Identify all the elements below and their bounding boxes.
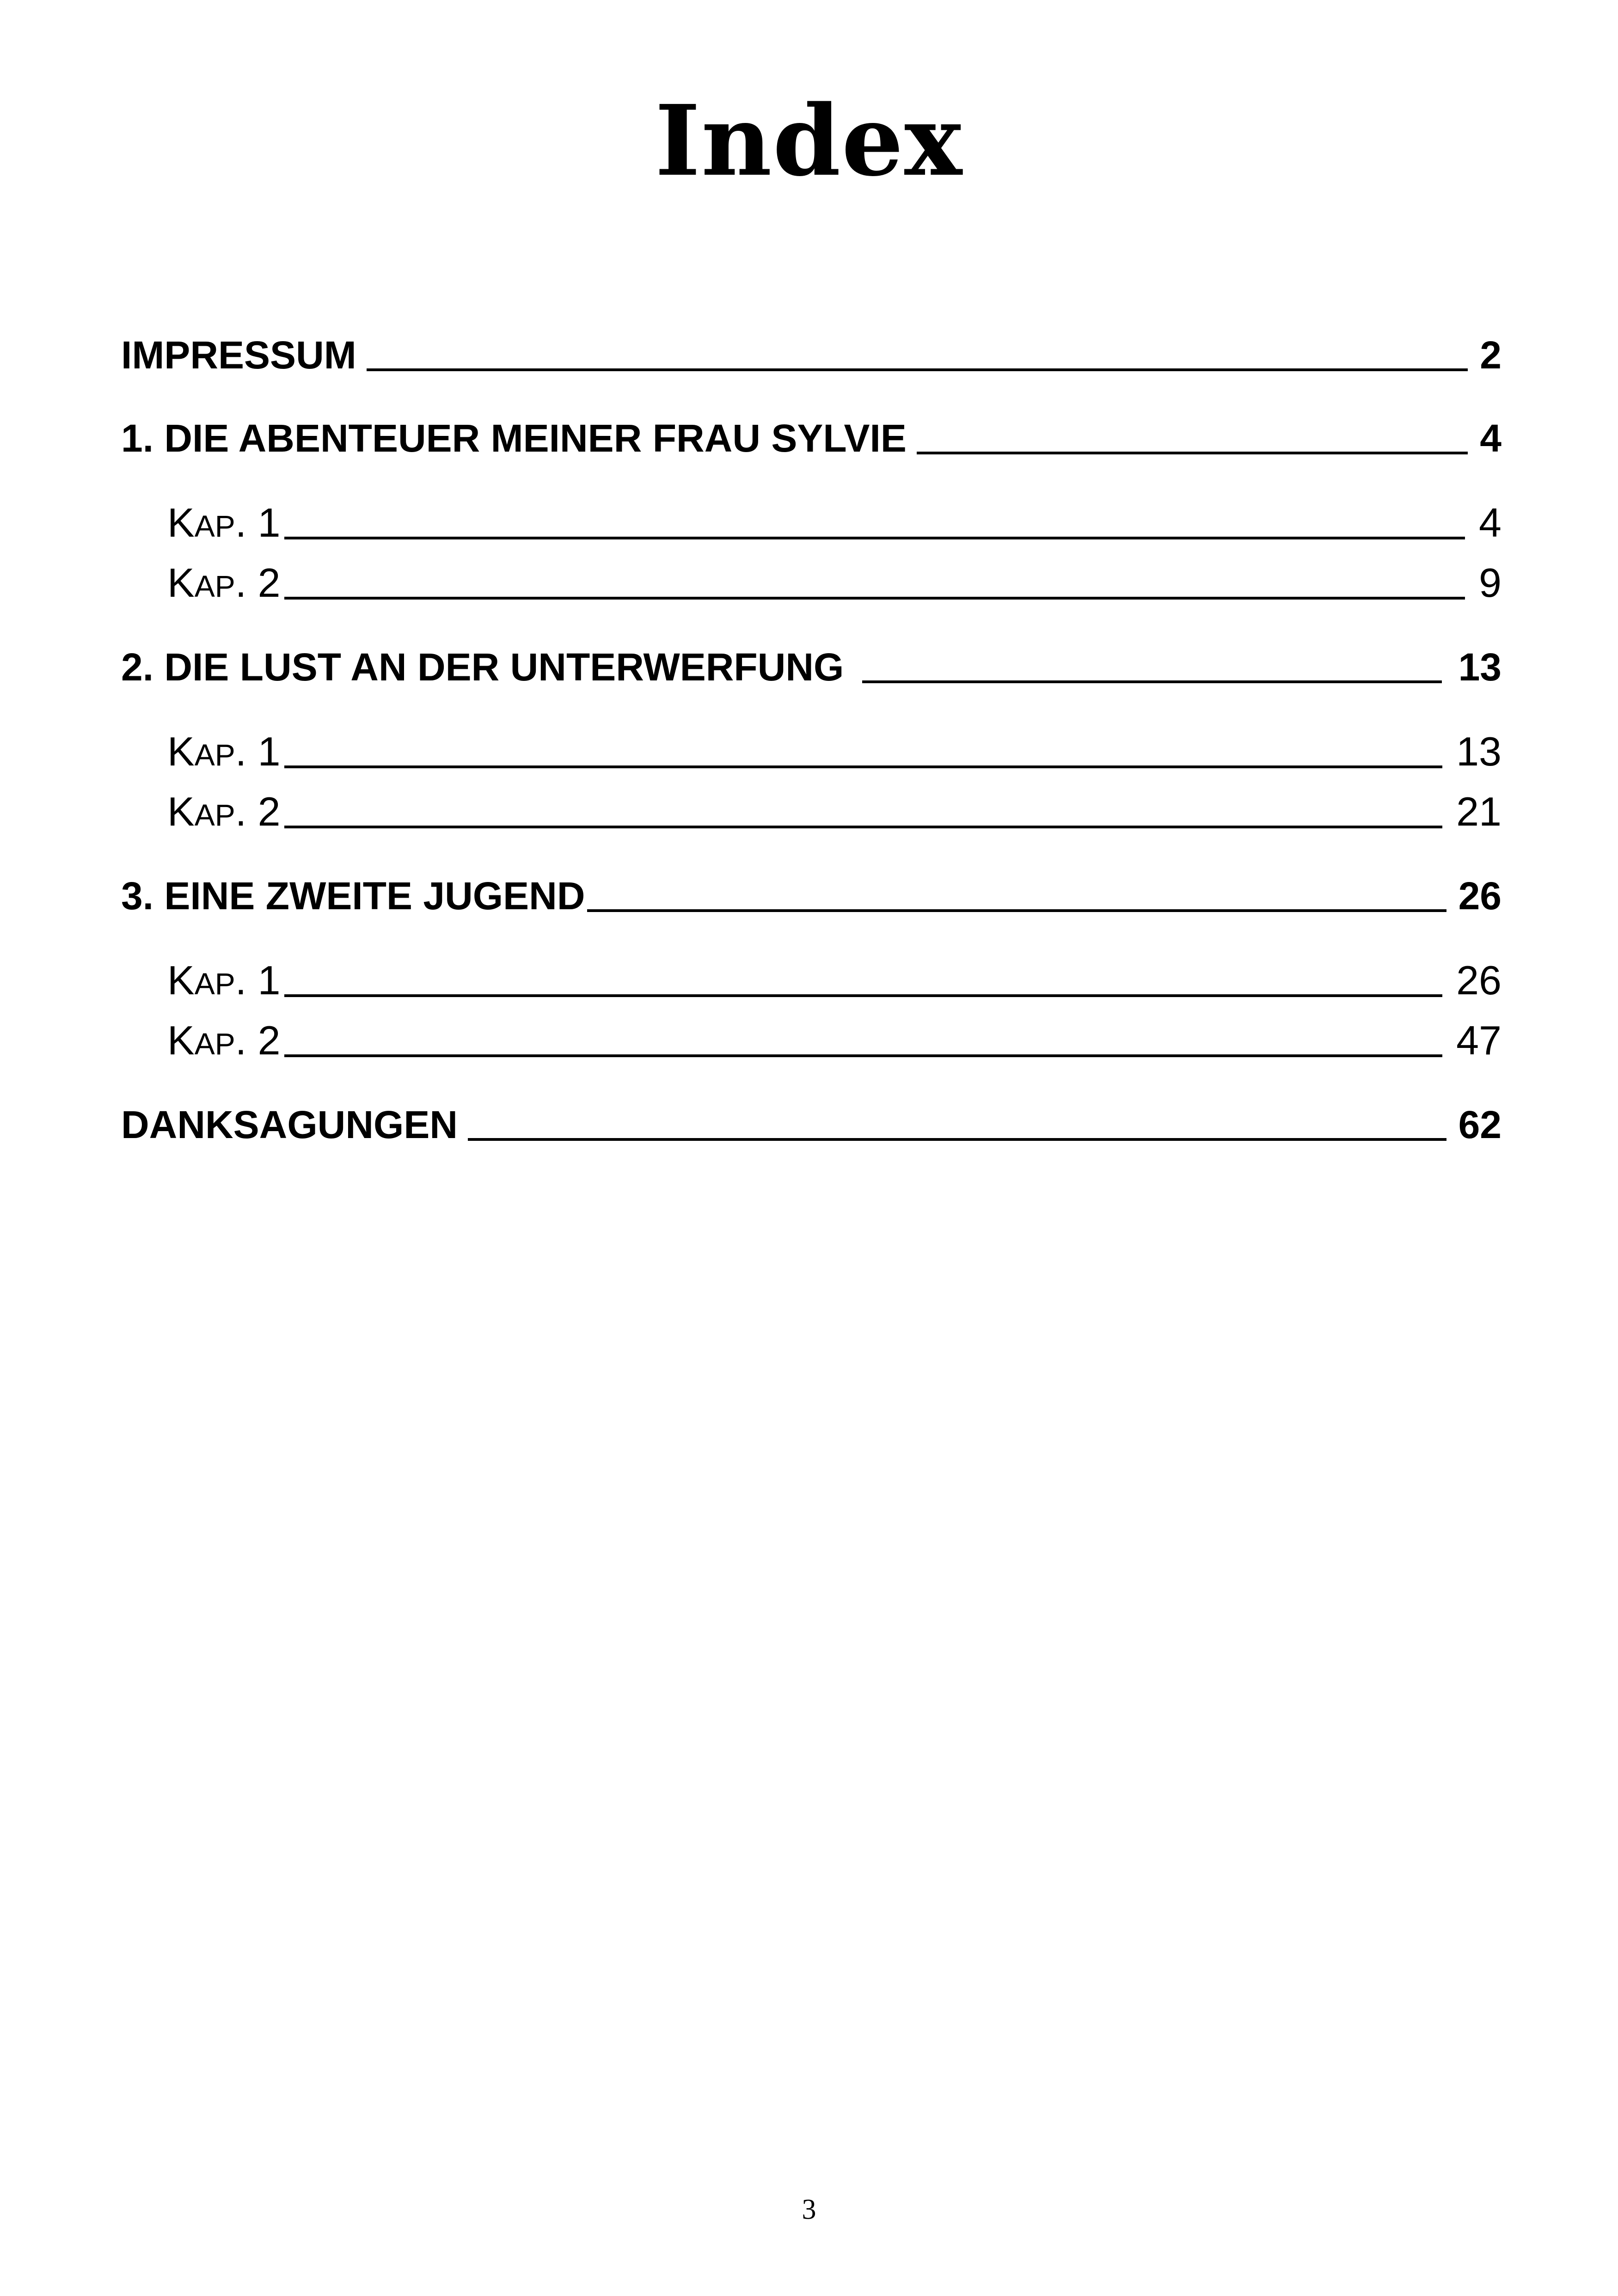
toc-page-number: 21 (1456, 789, 1502, 834)
toc-page-number: 13 (1458, 645, 1502, 689)
toc-leader-line (917, 452, 1468, 454)
toc-entry-label: IMPRESSUM (121, 333, 356, 377)
toc-chapter-label: KAP. 2 (167, 560, 281, 606)
toc-chapter-label: KAP. 1 (167, 500, 281, 545)
toc-chapter-label: KAP. 2 (167, 1017, 281, 1063)
toc-leader-line (367, 368, 1468, 371)
toc-page-number: 47 (1456, 1017, 1502, 1063)
toc-entry-label: 1. DIE ABENTEUER MEINER FRAU SYLVIE (121, 416, 907, 460)
toc-entry-danksagungen[interactable] (121, 1102, 1502, 1147)
toc-entry-part-2[interactable] (121, 645, 1502, 690)
toc-page-number: 4 (1479, 500, 1502, 545)
toc-leader-line (284, 994, 1443, 997)
toc-leader-line (284, 597, 1465, 600)
toc-entry-part-2-kap-1[interactable] (167, 728, 1502, 775)
toc-entry-impressum[interactable] (121, 333, 1502, 378)
toc-leader-line (862, 680, 1441, 683)
toc-page-number: 9 (1479, 560, 1502, 606)
toc-page-number: 26 (1458, 874, 1502, 918)
toc-entry-part-1-kap-1[interactable] (167, 499, 1502, 546)
toc-chapter-label: KAP. 1 (167, 957, 281, 1003)
toc-page-number: 62 (1458, 1103, 1502, 1146)
toc-leader-line (587, 909, 1446, 912)
toc-entry-part-1-kap-2[interactable] (167, 559, 1502, 606)
page-title: Index (655, 84, 963, 198)
toc-entry-part-1[interactable] (121, 416, 1502, 461)
toc-leader-line (284, 537, 1465, 539)
toc-leader-line (284, 1054, 1443, 1057)
toc-page-number: 4 (1480, 416, 1502, 460)
toc-chapter-label: KAP. 1 (167, 729, 281, 774)
toc-page-number: 2 (1480, 333, 1502, 377)
page-number-footer: 3 (802, 2194, 816, 2225)
toc-entry-part-2-kap-2[interactable] (167, 788, 1502, 835)
toc-leader-line (468, 1138, 1446, 1141)
toc-entry-label: 2. DIE LUST AN DER UNTERWERFUNG (121, 645, 844, 689)
toc-leader-line (284, 765, 1443, 768)
toc-leader-line (284, 826, 1443, 828)
toc-entry-part-3-kap-2[interactable] (167, 1017, 1502, 1064)
toc-entry-label: DANKSAGUNGEN (121, 1103, 458, 1146)
toc-chapter-label: KAP. 2 (167, 789, 281, 834)
toc-entry-part-3[interactable] (121, 874, 1502, 918)
toc-page-number: 26 (1456, 957, 1502, 1003)
toc-entry-part-3-kap-1[interactable] (167, 957, 1502, 1004)
toc-entry-label: 3. EINE ZWEITE JUGEND (121, 874, 585, 918)
toc-page-number: 13 (1456, 729, 1502, 774)
